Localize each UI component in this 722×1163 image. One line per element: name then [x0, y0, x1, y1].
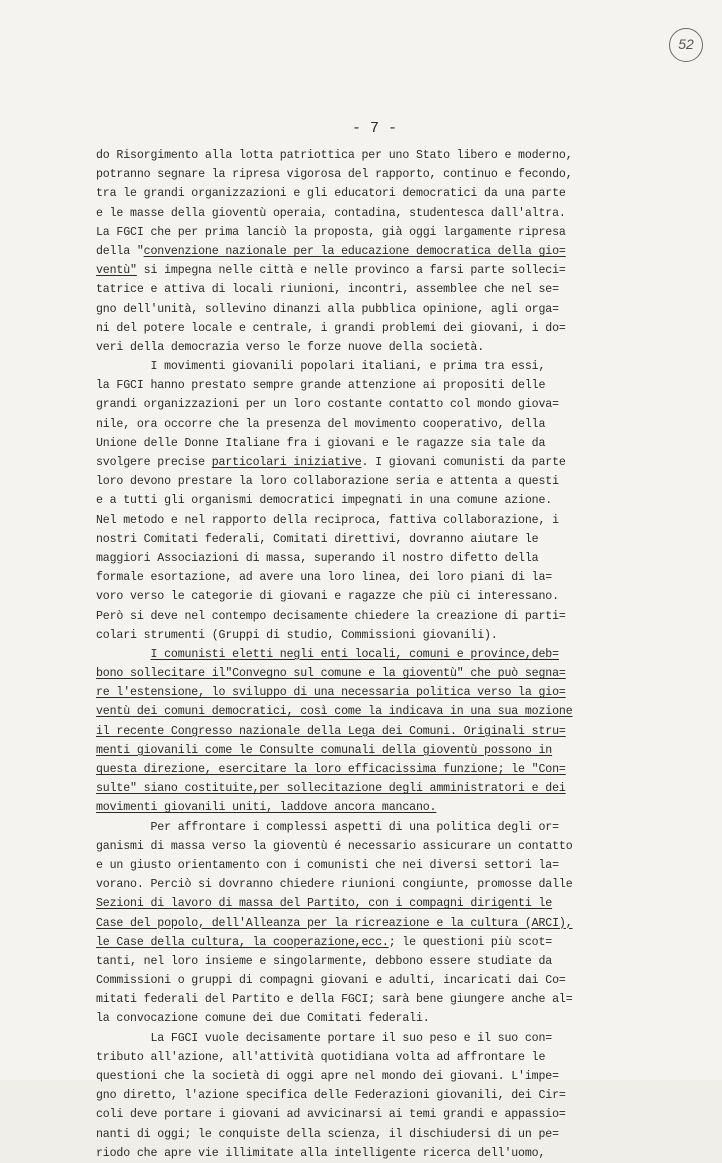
text-segment: gno diretto, l'azione specifica delle Federazioni giovanili, dei Cir=: [96, 1089, 566, 1103]
underlined-text: movimenti giovanili uniti, laddove ancora mancano.: [96, 801, 437, 815]
text-segment: Unione delle Donne Italiane fra i giovani e le ragazze sia tale da: [96, 436, 546, 450]
text-line: [96, 818, 706, 837]
text-line: [96, 242, 706, 261]
text-segment: do Risorgimento alla lotta patriottica per uno Stato libero e moderno,: [96, 149, 573, 162]
text-segment: potranno segnare la ripresa vigorosa del rapporto, continuo e fecondo,: [96, 168, 573, 182]
text-line: [96, 683, 706, 702]
underlined-text: ventù dei comuni democratici, così come la indicava in una sua mozione: [96, 705, 573, 719]
text-segment: maggiori Associazioni di massa, superando il nostro difetto della: [96, 551, 539, 565]
text-line: [96, 760, 706, 779]
text-line: [96, 702, 706, 721]
text-segment: Commissioni o gruppi di compagni giovani e adulti, incaricati dai Co=: [96, 974, 566, 988]
text-line: [96, 491, 706, 510]
text-segment: ganismi di massa verso la gioventù é necessario assicurare un contatto: [96, 839, 573, 853]
underlined-text: re l'estensione, lo sviluppo di una necessaria politica verso la gio=: [96, 686, 566, 700]
underlined-text: bono sollecitare il"Convegno sul comune e la gioventù" che può segna=: [96, 667, 566, 681]
text-line: [96, 1009, 706, 1028]
underlined-text: I comunisti eletti negli enti locali, comuni e province,deb=: [150, 647, 559, 661]
text-segment: ni del potere locale e centrale, i grandi problemi dei giovani, i do=: [96, 321, 566, 335]
text-segment: tanti, nel loro insieme e singolarmente, debbono essere studiate da: [96, 954, 553, 968]
underlined-text: le Case della cultura, la cooperazione,ecc.: [96, 935, 389, 949]
text-segment: Per affrontare i complessi aspetti di una politica degli or=: [96, 820, 559, 834]
text-line: [96, 395, 706, 414]
underlined-text: convenzione nazionale per la educazione democratica della gio=: [143, 244, 566, 258]
underlined-text: questa direzione, esercitare la loro efficacissima funzione; le "Con=: [96, 763, 566, 776]
text-line: [96, 971, 706, 990]
paragraph: [96, 146, 706, 357]
text-line: [96, 165, 706, 184]
text-line: [96, 914, 706, 933]
text-segment: e a tutti gli organismi democratici impegnati in una comune azione.: [96, 494, 553, 508]
text-line: [96, 626, 706, 645]
text-segment: nile, ora occorre che la presenza del movimento cooperativo, della: [96, 417, 546, 431]
text-line: [96, 511, 706, 530]
text-line: [96, 376, 706, 395]
text-segment: tra le grandi organizzazioni e gli educatori democratici da una parte: [96, 187, 566, 201]
text-segment: e le masse della gioventù operaia, contadina, studentesca dall'altra.: [96, 206, 566, 220]
paragraph: [96, 357, 706, 645]
text-line: [96, 722, 706, 741]
underlined-text: il recente Congresso nazionale della Lega dei Comuni. Originali stru=: [96, 724, 566, 738]
text-segment: Nel metodo e nel rapporto della reciproca, fattiva collaborazione, i: [96, 513, 559, 527]
text-segment: questioni che la società di oggi apre nel mondo dei giovani. L'impe=: [96, 1070, 559, 1083]
paragraph: [96, 1029, 706, 1163]
text-line: [96, 280, 706, 299]
text-line: [96, 300, 706, 319]
text-segment: della ": [96, 244, 144, 258]
text-line: [96, 856, 706, 875]
text-segment: la FGCI hanno prestato sempre grande attenzione ai propositi delle: [96, 379, 546, 393]
text-segment: La FGCI vuole decisamente portare il suo peso e il suo con=: [96, 1031, 553, 1045]
text-line: [96, 1144, 706, 1163]
text-segment: si impegna nelle città e nelle provinco a farsi parte solleci=: [136, 264, 566, 278]
text-line: [96, 453, 706, 472]
text-segment: riodo che apre vie illimitate alla intelligente ricerca dell'uomo,: [96, 1146, 546, 1160]
text-segment: tributo all'azione, all'attività quotidiana volta ad affrontare le: [96, 1050, 546, 1064]
text-segment: nanti di oggi; le conquiste della scienza, il dischiudersi di un pe=: [96, 1127, 559, 1141]
text-segment: mitati federali del Partito e della FGCI; sarà bene giungere anche al=: [96, 993, 573, 1007]
text-segment: grandi organizzazioni per un loro costante contatto col mondo giova=: [96, 398, 559, 412]
paragraph: [96, 645, 706, 818]
text-line: [96, 338, 706, 357]
text-line: [96, 933, 706, 952]
page-number: - 7 -: [352, 120, 398, 137]
text-segment: vorano. Perciò si dovranno chiedere riunioni congiunte, promosse dalle: [96, 878, 573, 892]
text-line: [96, 549, 706, 568]
text-line: [96, 1086, 706, 1105]
text-line: [96, 568, 706, 587]
text-line: [96, 184, 706, 203]
text-segment: Però si deve nel contempo decisamente chiedere la creazione di parti=: [96, 609, 566, 623]
page-stamp: 52: [669, 28, 703, 62]
text-line: [96, 894, 706, 913]
underlined-text: Case del popolo, dell'Alleanza per la ricreazione e la cultura (ARCI),: [96, 916, 573, 930]
text-segment: voro verso le categorie di giovani e ragazze che più ci interessano.: [96, 590, 559, 604]
text-line: [96, 223, 706, 242]
text-line: [96, 357, 706, 376]
text-segment: gno dell'unità, sollevino dinanzi alla pubblica opinione, agli orga=: [96, 302, 559, 316]
underlined-text: particolari iniziative: [211, 456, 362, 469]
text-line: [96, 1125, 706, 1144]
text-line: [96, 472, 706, 491]
text-line: [96, 204, 706, 223]
text-line: [96, 1067, 706, 1086]
underlined-text: ventù": [96, 264, 137, 278]
document-body: [96, 146, 706, 1163]
text-segment: ; le questioni più scot=: [388, 935, 553, 949]
text-segment: e un giusto orientamento con i comunisti che nei diversi settori la=: [96, 858, 559, 872]
text-line: [96, 837, 706, 856]
text-segment: . I giovani comunisti da parte: [361, 456, 566, 469]
underlined-text: sulte" siano costituite,per sollecitazione degli amministratori e dei: [96, 782, 566, 796]
text-line: [96, 875, 706, 894]
text-line: [96, 1029, 706, 1048]
text-line: [96, 415, 706, 434]
text-line: [96, 434, 706, 453]
text-segment: veri della democrazia verso le forze nuove della società.: [96, 340, 485, 354]
text-line: [96, 587, 706, 606]
text-segment: tatrice e attiva di locali riunioni, incontri, assemblee che nel se=: [96, 283, 559, 297]
text-line: [96, 741, 706, 760]
text-line: [96, 664, 706, 683]
text-segment: loro devono prestare la loro collaborazione seria e attenta a questi: [96, 475, 559, 489]
text-line: [96, 530, 706, 549]
text-line: [96, 1048, 706, 1067]
text-segment: [96, 648, 150, 661]
text-segment: svolgere precise: [96, 456, 212, 469]
underlined-text: menti giovanili come le Consulte comunali della gioventù possono in: [96, 743, 553, 757]
text-segment: nostri Comitati federali, Comitati direttivi, dovranno aiutare le: [96, 532, 539, 546]
text-line: [96, 779, 706, 798]
text-line: [96, 798, 706, 817]
text-segment: la convocazione comune dei due Comitati federali.: [96, 1012, 430, 1026]
text-line: [96, 261, 706, 280]
paragraph: [96, 818, 706, 1029]
text-segment: La FGCI che per prima lanciò la proposta, già oggi largamente ripresa: [96, 225, 566, 239]
text-line: [96, 146, 706, 165]
text-line: [96, 990, 706, 1009]
text-segment: I movimenti giovanili popolari italiani, e prima tra essi,: [96, 360, 546, 374]
text-line: [96, 1105, 706, 1124]
text-segment: coli deve portare i giovani ad avvicinarsi ai temi grandi e appassio=: [96, 1108, 566, 1122]
text-line: [96, 607, 706, 626]
text-segment: formale esortazione, ad avere una loro linea, dei loro piani di la=: [96, 571, 553, 585]
underlined-text: Sezioni di lavoro di massa del Partito, con i compagni dirigenti le: [96, 897, 553, 911]
text-segment: colari strumenti (Gruppi di studio, Commissioni giovanili).: [96, 628, 498, 642]
text-line: [96, 645, 706, 664]
text-line: [96, 319, 706, 338]
text-line: [96, 952, 706, 971]
